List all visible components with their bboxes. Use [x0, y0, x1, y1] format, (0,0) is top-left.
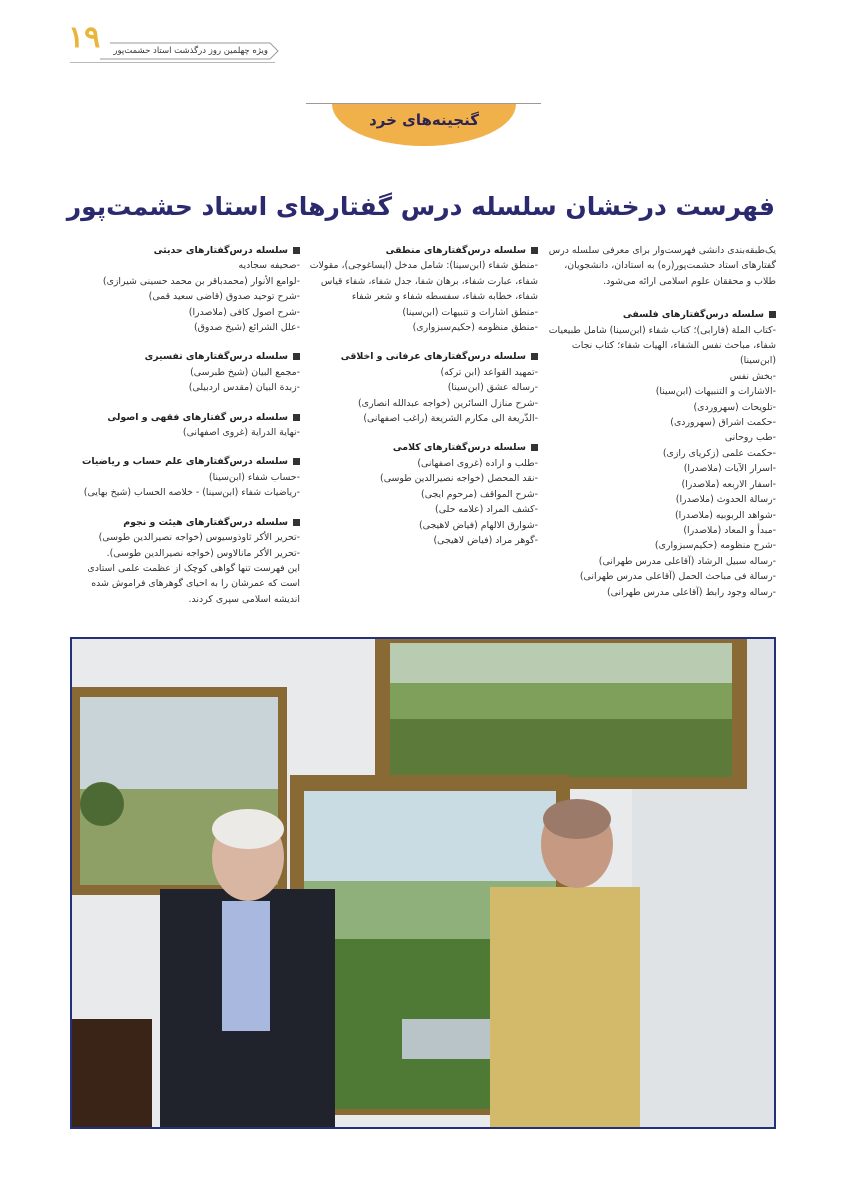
list-item: - شوارق الالهام (فیاض لاهیجی)	[308, 518, 538, 533]
list-item: - حساب شفاء (ابن‌سینا)	[70, 470, 300, 485]
list-item: - لوامع الأنوار (محمدباقر بن محمد حسینی شیرازی)	[70, 274, 300, 289]
intro-paragraph: یک‌طبقه‌بندی دانشی فهرست‌وار برای معرفی سلسله درس گفتارهای استاد حشمت‌پور(ره) به استادان، دانشجویان، طلاب و محققان علوم اسلامی ارائه می‌شود.	[548, 245, 776, 287]
section-heading-arithmetic: سلسله درس‌گفتارهای علم حساب و ریاضیات	[70, 454, 300, 469]
page-number: ۱۹	[68, 20, 101, 55]
section-heading-astronomy: سلسله درس‌گفتارهای هیئت و نجوم	[70, 515, 300, 530]
list-item: - حکمت علمی (زکریای رازی)	[546, 446, 776, 461]
list-item: - رساله عشق (ابن‌سینا)	[308, 380, 538, 395]
list-item: - بخش نفس	[546, 369, 776, 384]
list-item: - رسالة فی مباحث الحمل (آقاعلی مدرس طهرانی)	[546, 569, 776, 584]
list-item: - تمهید القواعد (ابن ترکه)	[308, 365, 538, 380]
section-heading-theology: سلسله درس‌گفتارهای کلامی	[308, 440, 538, 455]
section-label: گنجینه‌های خرد	[369, 111, 479, 129]
issue-text: ویژه چهلمین روز درگذشت استاد حشمت‌پور	[113, 46, 268, 56]
list-item: - رسالة الحدوث (ملاصدرا)	[546, 492, 776, 507]
list-item: - ریاضیات شفاء (ابن‌سینا) - خلاصه الحساب (شیخ بهایی)	[70, 485, 300, 500]
list-item: - تحریر الأکر مانالاوس (خواجه نصیرالدین طوسی).	[70, 546, 300, 561]
list-item: - شرح اصول کافی (ملاصدرا)	[70, 305, 300, 320]
section-heading-exegesis: سلسله درس‌گفتارهای تفسیری	[70, 349, 300, 364]
list-item: - طب روحانی	[546, 430, 776, 445]
list-item: - رساله وجود رابط (آقاعلی مدرس طهرانی)	[546, 585, 776, 600]
list-item: - الذّریعة الی مکارم الشریعة (راغب اصفهانی)	[308, 411, 538, 426]
list-item: - گوهر مراد (فیاض لاهیجی)	[308, 533, 538, 548]
list-item: - نهایة الدرایة (غروی اصفهانی)	[70, 425, 300, 440]
list-item: - زبدة البیان (مقدس اردبیلی)	[70, 380, 300, 395]
article-title: فهرست درخشان سلسله درس گفتارهای استاد حشمت‌پور	[66, 192, 775, 221]
list-item: - شرح منظومه (حکیم‌سبزواری)	[546, 538, 776, 553]
list-item: - منطق شفاء (ابن‌سینا): شامل مدخل (ایساغوجی)، مقولات شفاء، عبارت شفاء، برهان شفا، جدل شفاء، شفاء قیاس شفاء، خطابه شفاء، سفسطه شفاء و شعر شفاء	[308, 258, 538, 304]
section-heading-logic: سلسله درس‌گفتارهای منطقی	[308, 243, 538, 258]
list-item: - مبدأ و المعاد (ملاصدرا)	[546, 523, 776, 538]
closing-paragraph: این فهرست تنها گواهی کوچک از عظمت علمی استادی است که عمرشان را به احیای گوهرهای فراموش شده اندیشه اسلامی سپری کردند.	[87, 562, 300, 605]
section-heading-hadith: سلسله درس‌گفتارهای حدیثی	[70, 243, 300, 258]
column-left	[70, 243, 300, 607]
list-item: - تحریر الأکر ثاوذوسیوس (خواجه نصیرالدین طوسی)	[70, 530, 300, 545]
list-item: - طلب و اراده (غروی اصفهانی)	[308, 456, 538, 471]
list-item: - منطق اشارات و تنبیهات (ابن‌سینا)	[308, 305, 538, 320]
list-item: - کشف المراد (علامه حلی)	[308, 502, 538, 517]
photo-two-men-with-paintings	[70, 637, 776, 1129]
list-item: - تلویحات (سهروردی)	[546, 400, 776, 415]
list-item: - اسرار الآیات (ملاصدرا)	[546, 461, 776, 476]
list-item: - نقد المحصل (خواجه نصیرالدین طوسی)	[308, 471, 538, 486]
list-item: - شواهد الربوبیه (ملاصدرا)	[546, 508, 776, 523]
list-item: - مجمع البیان (شیخ طبرسی)	[70, 365, 300, 380]
list-item: - اسفار الاربعه (ملاصدرا)	[546, 477, 776, 492]
header-divider	[70, 62, 275, 63]
list-item: - رساله سبیل الرشاد (آقاعلی مدرس طهرانی)	[546, 554, 776, 569]
list-item: - شرح منازل السائرین (خواجه عبدالله انصاری)	[308, 396, 538, 411]
list-item: - علل الشرائع (شیخ صدوق)	[70, 320, 300, 335]
list-item: - منطق منظومه (حکیم‌سبزواری)	[308, 320, 538, 335]
list-item: - شرح المواقف (مرحوم ایجی)	[308, 487, 538, 502]
section-heading-philosophy: سلسله درس‌گفتارهای فلسفی	[546, 307, 776, 322]
list-item: - حکمت اشراق (سهروردی)	[546, 415, 776, 430]
list-item: - الاشارات و التنبیهات (ابن‌سینا)	[546, 384, 776, 399]
column-right	[546, 243, 776, 600]
section-heading-jurisprudence: سلسله درس گفتارهای فقهی و اصولی	[70, 410, 300, 425]
section-heading-mystical: سلسله درس‌گفتارهای عرفانی و اخلاقی	[308, 349, 538, 364]
list-item: - کتاب الملة (فارابی)؛ کتاب شفاء (ابن‌سینا) شامل طبیعیات شفاء، مباحث نفس الشفاء، الهیات شفاء؛ کتاب نجات (ابن‌سینا)	[546, 323, 776, 369]
column-middle	[308, 243, 538, 548]
list-item: - صحیفه سجادیه	[70, 258, 300, 273]
list-item: - شرح توحید صدوق (قاضی سعید قمی)	[70, 289, 300, 304]
